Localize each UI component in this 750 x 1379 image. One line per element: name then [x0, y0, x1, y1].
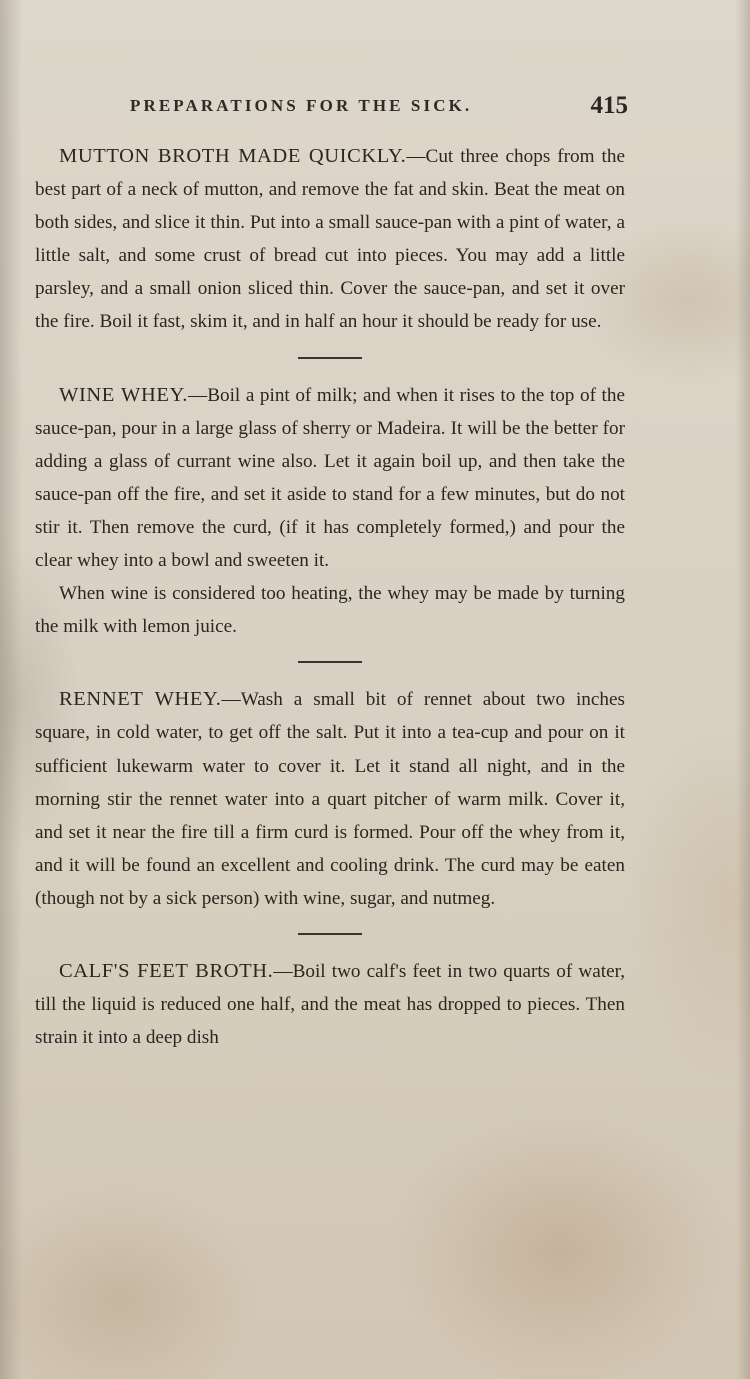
recipe-paragraph [35, 683, 625, 915]
running-head: PREPARATIONS FOR THE SICK. [130, 96, 473, 115]
recipe-text: —Wash a small bit of rennet about two inches square, in cold water, to get off the salt. Put it into a tea-cup and pour on it sufficient lukewarm water to cover it. Let it stand all night, and in the morning stir the rennet water into a quart pitcher of warm milk. Cover it, and set it near the fire till a firm curd is formed. Pour off the whey from it, and it will be found an excellent and cooling drink. The curd may be eaten (though not by a sick person) with wine, sugar, and nutmeg. [35, 689, 625, 909]
recipe-wine-whey [35, 379, 625, 644]
recipe-paragraph [35, 955, 625, 1054]
section-divider [298, 933, 362, 935]
page-body [35, 140, 625, 1054]
recipe-paragraph [35, 140, 625, 339]
recipe-calfs-feet-broth [35, 955, 625, 1054]
recipe-title: RENNET WHEY. [59, 688, 222, 711]
recipe-title: MUTTON BROTH MADE QUICKLY. [59, 145, 407, 167]
recipe-text: —Boil a pint of milk; and when it rises to the top of the sauce-pan, pour in a large glass of sherry or Madeira. It will be the better for adding a glass of currant wine also. Let it again boil up, and then take the sauce-pan off the fire, and set it aside to stand for a few minutes, but do not stir it. Then remove the curd, (if it has completely formed,) and pour the clear whey into a bowl and sweeten it. [35, 384, 625, 572]
section-divider [298, 357, 362, 359]
recipe-paragraph [35, 379, 625, 578]
recipe-note: When wine is considered too heating, the whey may be made by turning the milk with lemon juice. [35, 583, 625, 638]
recipe-rennet-whey [35, 683, 625, 915]
page-number: 415 [590, 92, 628, 119]
recipe-mutton-broth [35, 140, 625, 339]
recipe-title: CALF'S FEET BROTH. [59, 959, 274, 982]
recipe-title: WINE WHEY. [59, 383, 188, 406]
page-header [130, 92, 630, 126]
recipe-text: —Cut three chops from the best part of a neck of mutton, and remove the fat and skin. Beat the meat on both sides, and slice it thin. Put into a small sauce-pan with a pint of water, a little salt, and some crust of bread cut into pieces. You may add a little parsley, and a small onion sliced thin. Cover the sauce-pan, and set it over the fire. Boil it fast, skim it, and in half an hour it should be ready for use. [35, 146, 625, 333]
section-divider [298, 661, 362, 663]
recipe-text: —Boil two calf's feet in two quarts of water, till the liquid is reduced one half, and the meat has dropped to pieces. Then strain it into a deep dish [35, 960, 625, 1049]
